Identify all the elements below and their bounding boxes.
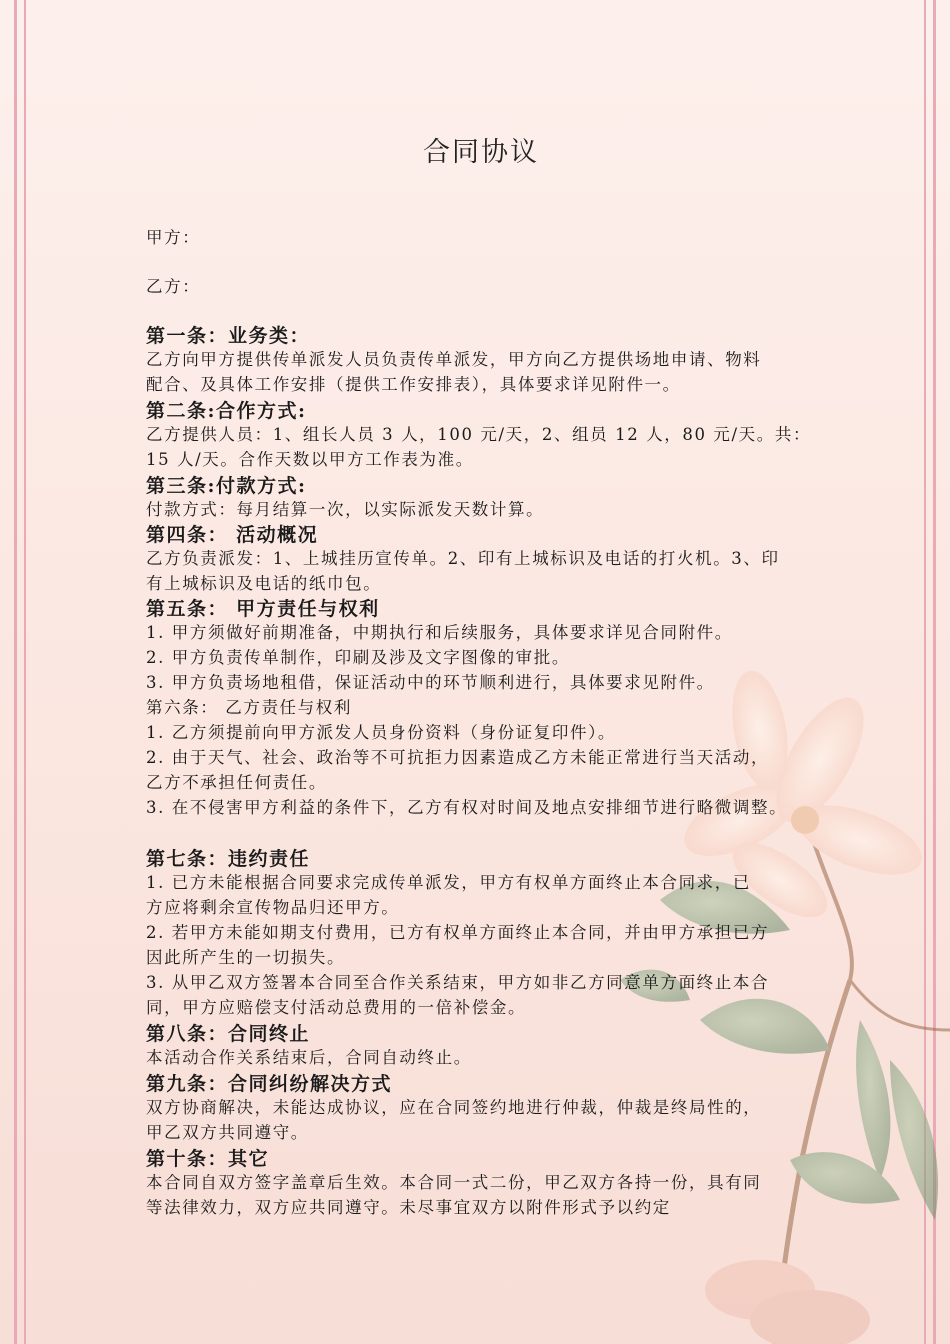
left-border-line — [14, 0, 17, 1344]
clause-text-line: 付款方式：每月结算一次，以实际派发天数计算。 — [146, 500, 545, 519]
clause-text-line: 1. 乙方须提前向甲方派发人员身份资料（身份证复印件）。 — [146, 723, 617, 742]
clause-text-line: 3. 在不侵害甲方利益的条件下，乙方有权对时间及地点安排细节进行略微调整。 — [146, 798, 788, 817]
clause-text-line: 本活动合作关系结束后，合同自动终止。 — [146, 1048, 472, 1067]
clause-text-line: 1. 甲方须做好前期准备，中期执行和后续服务，具体要求详见合同附件。 — [146, 623, 733, 642]
party-a-label: 甲方： — [146, 228, 201, 247]
page-title: 合同协议 — [423, 137, 539, 168]
clause-heading: 第一条：业务类： — [146, 325, 311, 347]
clause-text-line: 方应将剩余宣传物品归还甲方。 — [146, 898, 400, 917]
clause-heading: 第二条:合作方式: — [146, 400, 307, 422]
clause-text-line: 2. 若甲方未能如期支付费用，已方有权单方面终止本合同，并由甲方承担已方 — [146, 923, 770, 942]
clause-text-line: 乙方向甲方提供传单派发人员负责传单派发，甲方向乙方提供场地申请、物料 — [146, 350, 762, 369]
clause-text-line: 同，甲方应赔偿支付活动总费用的一倍补偿金。 — [146, 998, 527, 1017]
clause-text-line: 因此所产生的一切损失。 — [146, 948, 346, 967]
clause-text-line: 3. 从甲乙双方签署本合同至合作关系结束，甲方如非乙方同意单方面终止本合 — [146, 973, 770, 992]
clause-text-line: 本合同自双方签字盖章后生效。本合同一式二份，甲乙双方各持一份，具有同 — [146, 1173, 762, 1192]
clause-heading: 第四条： 活动概况 — [146, 524, 319, 546]
clause-text-line: 乙方不承担任何责任。 — [146, 773, 327, 792]
clause-text-line: 15 人/天。合作天数以甲方工作表为准。 — [146, 450, 474, 469]
clause-text-line: 2. 由于天气、社会、政治等不可抗拒力因素造成乙方未能正常进行当天活动， — [146, 748, 770, 767]
clause-text-line: 双方协商解决，未能达成协议，应在合同签约地进行仲裁，仲裁是终局性的， — [146, 1098, 762, 1117]
clause-text-line: 第六条： 乙方责任与权利 — [146, 698, 352, 717]
clause-heading: 第三条:付款方式: — [146, 475, 307, 497]
left-border-line-inner — [24, 0, 26, 1344]
clause-text-line: 有上城标识及电话的纸巾包。 — [146, 574, 382, 593]
clause-text-line: 1. 已方未能根据合同要求完成传单派发，甲方有权单方面终止本合同求，已 — [146, 873, 751, 892]
clause-text-line: 甲乙双方共同遵守。 — [146, 1123, 309, 1142]
clause-text-line: 3. 甲方负责场地租借，保证活动中的环节顺利进行，具体要求见附件。 — [146, 673, 715, 692]
clause-heading: 第九条：合同纠纷解决方式 — [146, 1073, 393, 1095]
clause-text-line: 等法律效力，双方应共同遵守。未尽事宜双方以附件形式予以约定 — [146, 1198, 671, 1217]
party-b-label: 乙方： — [146, 277, 201, 296]
clause-heading: 第五条： 甲方责任与权利 — [146, 598, 380, 620]
clause-heading: 第八条：合同终止 — [146, 1023, 311, 1045]
clause-text-line: 乙方提供人员：1、组长人员 3 人，100 元/天，2、组员 12 人，80 元/天。共： — [146, 425, 812, 444]
clause-heading: 第十条：其它 — [146, 1148, 270, 1170]
clause-text-line: 乙方负责派发：1、上城挂历宣传单。2、印有上城标识及电话的打火机。3、印 — [146, 549, 780, 568]
clause-heading: 第七条：违约责任 — [146, 848, 311, 870]
clause-text-line: 配合、及具体工作安排（提供工作安排表），具体要求详见附件一。 — [146, 375, 681, 394]
clause-text-line: 2. 甲方负责传单制作，印刷及涉及文字图像的审批。 — [146, 648, 570, 667]
